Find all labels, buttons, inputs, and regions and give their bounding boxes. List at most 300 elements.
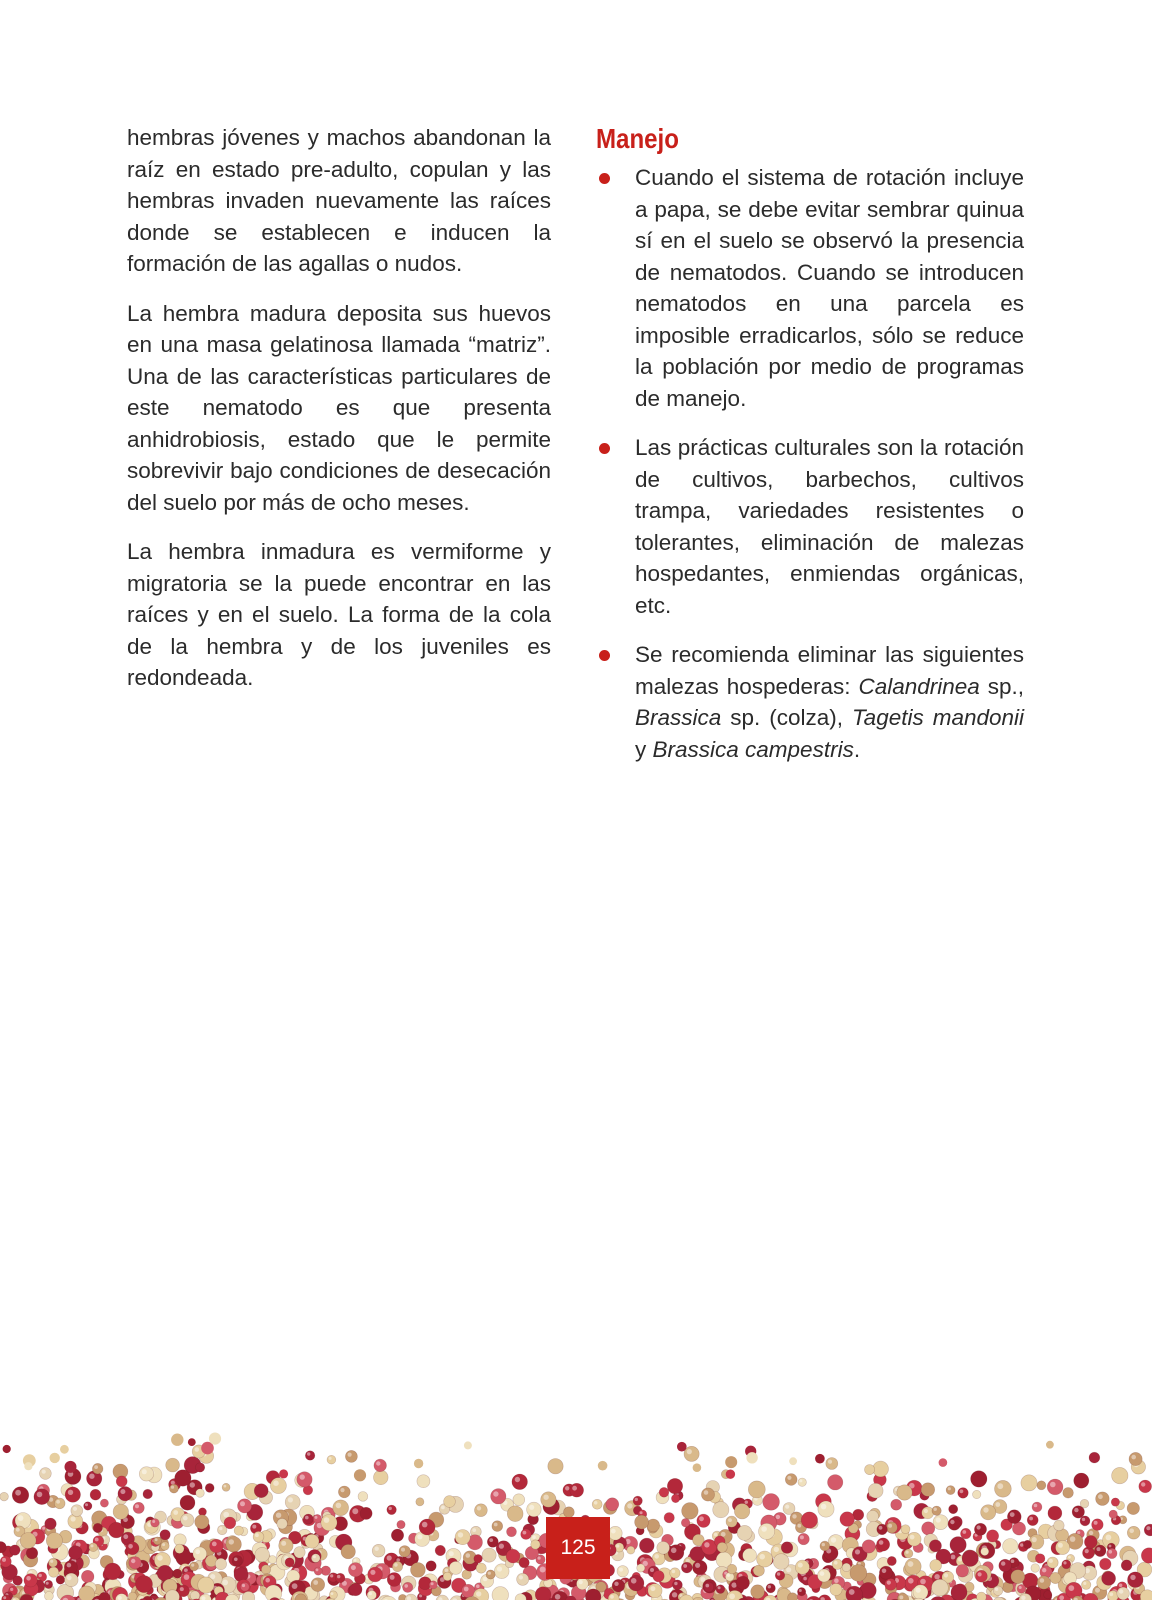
grain-highlight [635, 1498, 638, 1501]
grain [205, 1483, 214, 1492]
grain [196, 1489, 205, 1498]
grain [1031, 1564, 1040, 1573]
grain-highlight [394, 1563, 398, 1567]
grain-highlight [627, 1503, 632, 1508]
grain-highlight [855, 1549, 860, 1554]
grain [20, 1533, 36, 1549]
grain [321, 1515, 337, 1531]
grain-highlight [792, 1514, 796, 1518]
grain-highlight [1063, 1561, 1066, 1564]
grain [270, 1478, 286, 1494]
grain [913, 1585, 928, 1600]
grain [746, 1452, 757, 1463]
grain [657, 1541, 670, 1554]
grain [44, 1592, 53, 1600]
grain [948, 1518, 961, 1531]
grain [232, 1556, 242, 1566]
grain [116, 1476, 127, 1487]
grain-highlight [477, 1506, 481, 1510]
grain [974, 1523, 986, 1535]
grain-highlight [822, 1543, 825, 1546]
grain-highlight [352, 1508, 358, 1514]
grain-highlight [687, 1449, 692, 1454]
grain-highlight [71, 1516, 76, 1521]
grain [867, 1510, 879, 1522]
grain [1127, 1502, 1139, 1514]
grain-highlight [727, 1574, 730, 1577]
grain [637, 1564, 645, 1572]
grain [877, 1524, 888, 1535]
grain-highlight [579, 1580, 583, 1584]
grain [129, 1557, 141, 1569]
grain [1054, 1520, 1065, 1531]
grain [773, 1554, 789, 1570]
grain-highlight [252, 1525, 256, 1529]
grain-highlight [706, 1584, 710, 1588]
grain [1141, 1548, 1152, 1563]
grain-highlight [476, 1591, 481, 1596]
grain [930, 1560, 942, 1572]
grain [726, 1470, 735, 1479]
grain-highlight [128, 1544, 133, 1549]
grain [44, 1580, 52, 1588]
grain-highlight [67, 1575, 72, 1580]
grain-highlight [977, 1525, 981, 1529]
grain-highlight [879, 1540, 884, 1545]
grain-highlight [934, 1508, 937, 1511]
grain-highlight [936, 1517, 941, 1522]
grain [577, 1578, 589, 1590]
grain [531, 1540, 540, 1549]
grain-highlight [375, 1547, 379, 1551]
grain [887, 1556, 896, 1565]
grain-highlight [1001, 1561, 1005, 1565]
grain [491, 1489, 506, 1504]
grain-highlight [329, 1457, 332, 1460]
grain [842, 1563, 851, 1572]
paragraph: La hembra inmadura es vermiforme y migratoria se la puede encontrar en las raíces y en el suelo. La forma de la cola de la hembra y de los juveniles es redondeada. [127, 539, 551, 690]
grain [34, 1489, 50, 1505]
grain [90, 1489, 101, 1500]
grain [79, 1586, 95, 1600]
grain [50, 1453, 60, 1463]
bullet-icon [599, 173, 610, 184]
grain-highlight [834, 1578, 839, 1583]
grain-highlight [1098, 1494, 1103, 1499]
grain [797, 1588, 805, 1596]
grain-highlight [958, 1558, 962, 1562]
grain-highlight [449, 1551, 454, 1556]
grain-highlight [212, 1542, 217, 1547]
grain-highlight [292, 1583, 298, 1589]
grain [736, 1576, 749, 1589]
grain-highlight [68, 1490, 73, 1495]
grain [798, 1533, 809, 1544]
grain [1046, 1441, 1054, 1449]
grain-highlight [787, 1476, 791, 1480]
grain [253, 1531, 264, 1542]
text-run: Se recomienda eliminar las siguientes malezas hospederas: [635, 642, 1024, 699]
grain [617, 1566, 628, 1577]
species-name: Brassica campestris [652, 736, 854, 762]
grain [904, 1549, 913, 1558]
grain-highlight [978, 1572, 982, 1576]
grain [697, 1514, 710, 1527]
grain [865, 1465, 875, 1475]
grain [521, 1529, 532, 1540]
grain-highlight [369, 1592, 372, 1595]
grain [1128, 1572, 1144, 1588]
grain-highlight [879, 1526, 883, 1530]
grain [664, 1513, 674, 1523]
grain [215, 1558, 226, 1569]
grain [932, 1506, 941, 1515]
grain-highlight [464, 1587, 469, 1592]
grain-highlight [1106, 1535, 1112, 1541]
grain [789, 1457, 797, 1465]
grain-highlight [671, 1548, 677, 1554]
grain-highlight [995, 1502, 1000, 1507]
grain [349, 1583, 362, 1596]
grain-highlight [899, 1595, 903, 1599]
grain [757, 1551, 773, 1567]
grain [181, 1513, 194, 1526]
grain [1017, 1584, 1026, 1593]
grain [681, 1518, 690, 1527]
grain-highlight [10, 1588, 13, 1591]
text-run: y [635, 736, 653, 762]
grain-highlight [960, 1489, 964, 1493]
grain [725, 1456, 737, 1468]
grain-highlight [162, 1543, 165, 1546]
grain [435, 1545, 445, 1555]
grain [0, 1492, 8, 1501]
grain [81, 1570, 94, 1583]
grain [506, 1549, 520, 1563]
grain-highlight [704, 1490, 709, 1495]
grain [1102, 1571, 1116, 1585]
grain-highlight [157, 1555, 163, 1561]
grain-highlight [798, 1563, 803, 1568]
grain [210, 1539, 224, 1553]
grain [175, 1470, 191, 1486]
grain [238, 1499, 252, 1513]
grain-highlight [56, 1500, 60, 1504]
grain [143, 1489, 153, 1499]
grain-highlight [387, 1555, 392, 1560]
grain-highlight [951, 1555, 956, 1560]
grain-highlight [777, 1572, 780, 1575]
grain-highlight [142, 1469, 147, 1474]
grain [726, 1516, 737, 1527]
grain [492, 1587, 509, 1600]
grain [45, 1518, 57, 1530]
grain-highlight [640, 1511, 643, 1514]
grain [455, 1530, 470, 1545]
grain [901, 1525, 910, 1534]
grain-highlight [650, 1586, 655, 1591]
grain [734, 1504, 749, 1519]
grain [1035, 1554, 1045, 1564]
grain [840, 1512, 855, 1527]
grain-highlight [538, 1557, 541, 1560]
grain [879, 1566, 892, 1579]
grain [648, 1584, 662, 1598]
grain [1082, 1580, 1091, 1589]
grain [190, 1591, 200, 1600]
grain [693, 1463, 702, 1472]
grain-highlight [1089, 1531, 1093, 1535]
grain-highlight [276, 1513, 281, 1518]
grain [475, 1504, 488, 1517]
list-item-text: Cuando el sistema de rotación incluye a papa, se debe evitar sembrar quinua sí en el suelo se observó la presencia de nematodos. Cuando se introducen nematodos en una parcela es imposible erradicarlos, sólo se reduce la población por medio de programas de manejo. [635, 165, 1024, 411]
grain [46, 1533, 62, 1549]
grain-highlight [565, 1486, 569, 1490]
grain [507, 1527, 517, 1537]
grain [949, 1505, 958, 1514]
grain [255, 1547, 270, 1562]
grain [374, 1470, 389, 1485]
bullet-icon [599, 650, 610, 661]
grain [313, 1514, 322, 1523]
grain [922, 1507, 934, 1519]
grain [222, 1483, 230, 1491]
grain [672, 1580, 682, 1590]
grain-highlight [305, 1516, 309, 1520]
grain-highlight [745, 1501, 748, 1504]
grain [1094, 1545, 1106, 1557]
grain-highlight [340, 1488, 344, 1492]
grain-highlight [820, 1571, 825, 1576]
grain [1050, 1572, 1061, 1583]
grain-highlight [324, 1517, 330, 1523]
grain-highlight [828, 1460, 832, 1464]
grain [3, 1445, 11, 1453]
grain [628, 1575, 644, 1591]
bullet-list [596, 162, 1024, 765]
grain-highlight [699, 1516, 704, 1521]
grain-highlight [354, 1559, 357, 1562]
grain-highlight [948, 1487, 951, 1490]
grain [971, 1471, 987, 1487]
grain-highlight [42, 1470, 46, 1474]
grain [612, 1579, 625, 1592]
grain-highlight [1119, 1589, 1123, 1593]
grain-highlight [1109, 1545, 1112, 1548]
grain-highlight [672, 1570, 676, 1574]
list-item-text: Las prácticas culturales son la rotación de cultivos, barbechos, cultivos trampa, variedades resistentes o tolerantes, eliminación de malezas hospedantes, enmiendas orgánicas, etc. [635, 435, 1024, 618]
grain [335, 1573, 345, 1583]
grain [195, 1515, 209, 1529]
grain-highlight [1074, 1508, 1078, 1512]
grain-highlight [37, 1492, 43, 1498]
grain [788, 1593, 798, 1600]
grain [1062, 1560, 1071, 1569]
grain-highlight [337, 1575, 340, 1578]
grain [161, 1542, 170, 1551]
grain [1044, 1591, 1052, 1599]
grain-highlight [499, 1544, 504, 1549]
grain-highlight [995, 1588, 998, 1591]
grain-highlight [797, 1524, 801, 1528]
grain-highlight [3, 1596, 6, 1599]
grain [348, 1563, 362, 1577]
grain [667, 1478, 682, 1493]
grain [261, 1565, 270, 1574]
grain-highlight [887, 1581, 891, 1585]
grain [1047, 1479, 1063, 1495]
grain-highlight [300, 1474, 305, 1479]
grain [104, 1563, 121, 1580]
grain [535, 1587, 551, 1600]
grain-highlight [488, 1572, 491, 1575]
grain [633, 1496, 642, 1505]
grain-highlight [67, 1563, 72, 1568]
grain-highlight [472, 1528, 476, 1532]
grain-highlight [555, 1594, 561, 1600]
grain [314, 1567, 322, 1575]
grain-highlight [672, 1592, 677, 1597]
grain [608, 1526, 622, 1540]
grain [592, 1499, 602, 1509]
grain [54, 1498, 65, 1509]
left-column [127, 122, 551, 712]
grain [190, 1562, 199, 1571]
grain [828, 1475, 843, 1490]
grain [627, 1546, 635, 1554]
grain-highlight [1032, 1537, 1037, 1542]
grain-highlight [718, 1586, 721, 1589]
grain [444, 1496, 456, 1508]
grain [1037, 1481, 1046, 1490]
grain [24, 1462, 32, 1470]
grain-highlight [219, 1527, 222, 1530]
grain [1084, 1536, 1097, 1549]
grain-highlight [73, 1507, 77, 1511]
grain [327, 1455, 336, 1464]
text-run: . [853, 736, 861, 762]
grain-highlight [16, 1528, 20, 1532]
grain [932, 1579, 949, 1596]
grain-highlight [729, 1593, 735, 1599]
grain [209, 1433, 221, 1445]
grain [832, 1559, 842, 1569]
grain [151, 1519, 160, 1528]
grain [987, 1530, 999, 1542]
grain-highlight [191, 1564, 194, 1567]
grain [886, 1522, 897, 1533]
grain [354, 1469, 366, 1481]
grain [169, 1484, 178, 1493]
grain [387, 1505, 397, 1515]
grain [1037, 1576, 1050, 1589]
grain [606, 1498, 619, 1511]
grain-highlight [417, 1534, 422, 1539]
grain [372, 1544, 385, 1557]
grain-highlight [404, 1584, 408, 1588]
grain-highlight [1083, 1582, 1086, 1585]
grain [818, 1569, 831, 1582]
grain [1121, 1560, 1132, 1571]
grain-highlight [920, 1579, 926, 1585]
grain-highlight [240, 1501, 245, 1506]
grain [294, 1547, 305, 1558]
grain [527, 1502, 542, 1517]
grain [766, 1584, 775, 1593]
grain [1100, 1558, 1112, 1570]
grain-highlight [515, 1477, 520, 1482]
grain-highlight [265, 1578, 270, 1583]
grain-highlight [759, 1554, 765, 1560]
grain [727, 1564, 737, 1574]
grain-highlight [331, 1592, 334, 1595]
grain [429, 1581, 437, 1589]
species-name: Brassica [635, 705, 722, 730]
grain-highlight [529, 1505, 534, 1510]
grain-highlight [255, 1533, 259, 1537]
grain-highlight [224, 1485, 227, 1488]
grain [939, 1458, 948, 1467]
grain-highlight [131, 1559, 135, 1563]
grain-highlight [785, 1505, 789, 1509]
grain-highlight [135, 1504, 139, 1508]
grain-highlight [18, 1515, 24, 1521]
grain [993, 1586, 1003, 1596]
grain-highlight [799, 1479, 802, 1482]
grain-highlight [1021, 1596, 1025, 1600]
grain-highlight [1109, 1550, 1113, 1554]
grain-highlight [631, 1578, 637, 1584]
grain [1111, 1498, 1119, 1506]
grain [157, 1565, 173, 1581]
list-item-text [635, 642, 1024, 762]
bullet-icon [599, 443, 610, 454]
grain-highlight [155, 1538, 158, 1541]
grain [449, 1561, 462, 1574]
grain-highlight [983, 1507, 988, 1512]
grain-highlight [184, 1574, 190, 1580]
grain-highlight [768, 1585, 771, 1588]
grain [333, 1500, 349, 1516]
grain-highlight [431, 1582, 434, 1585]
grain-highlight [1119, 1584, 1123, 1588]
grain-highlight [370, 1570, 375, 1575]
grain [946, 1486, 955, 1495]
grain-highlight [1109, 1592, 1113, 1596]
grain [1032, 1502, 1042, 1512]
grain-highlight [489, 1538, 493, 1542]
grain-highlight [316, 1569, 319, 1572]
grain-highlight [543, 1495, 548, 1500]
grain [598, 1461, 608, 1471]
grain-highlight [2, 1558, 6, 1562]
grain-highlight [1040, 1578, 1045, 1583]
grain [345, 1450, 357, 1462]
grain [981, 1505, 996, 1520]
grain [40, 1468, 52, 1480]
grain [897, 1485, 912, 1500]
grain [92, 1463, 103, 1474]
grain [399, 1546, 410, 1557]
grain-highlight [1019, 1586, 1022, 1589]
grain [885, 1579, 897, 1591]
grain-highlight [674, 1582, 677, 1585]
grain [801, 1512, 817, 1528]
grain [419, 1519, 435, 1535]
grain-highlight [223, 1512, 229, 1518]
grain [329, 1591, 337, 1599]
grain [64, 1561, 77, 1574]
